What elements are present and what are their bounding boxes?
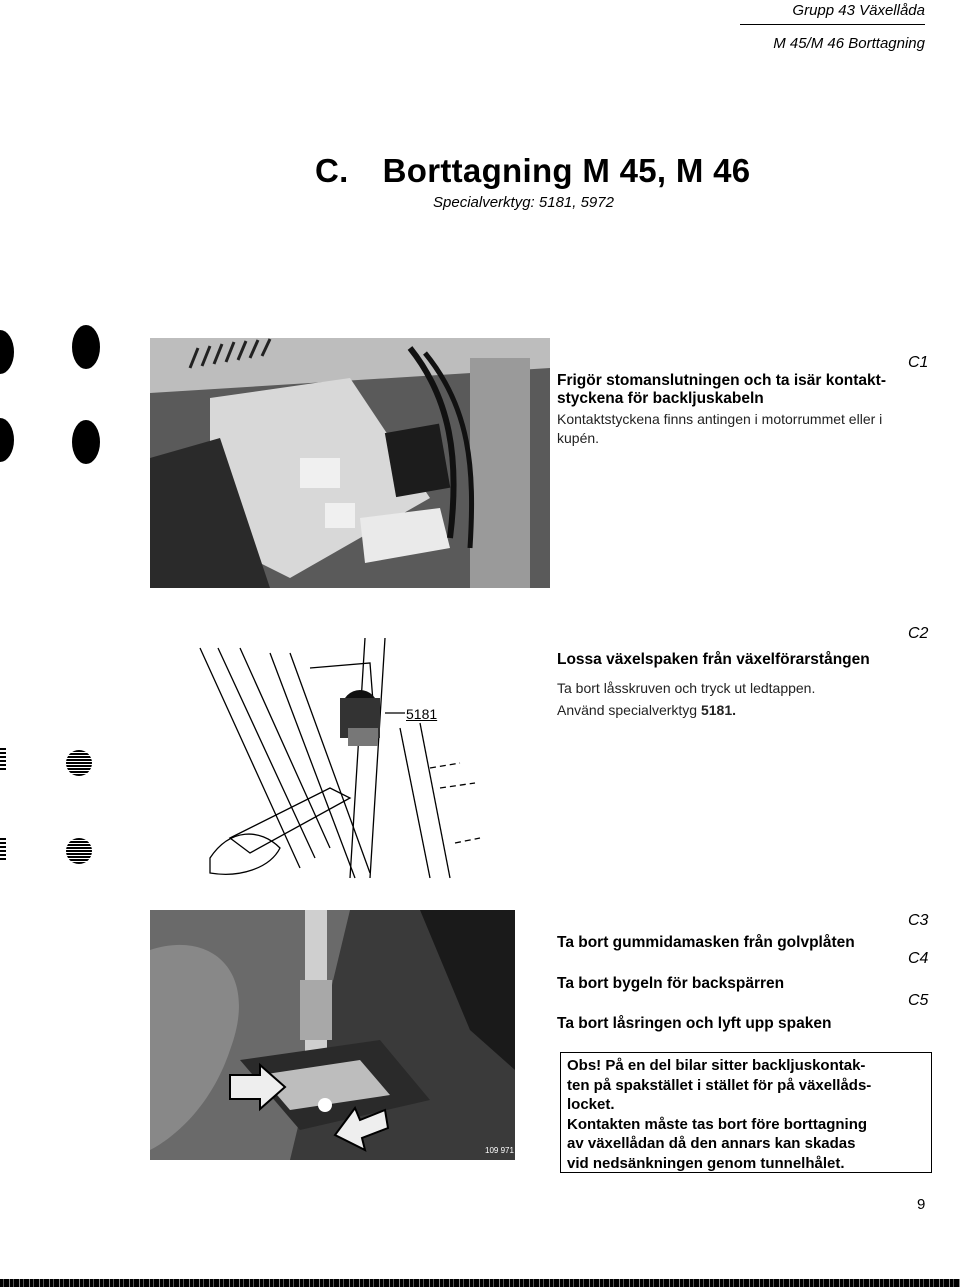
binder-hole <box>66 838 92 864</box>
title-text: Borttagning M 45, M 46 <box>382 152 751 189</box>
binder-hole <box>66 750 92 776</box>
body-line: Kontaktstyckena finns antingen i motorrummet eller i <box>557 411 883 427</box>
tool-label-5181: 5181 <box>406 706 438 722</box>
step-c1-body <box>557 410 882 448</box>
note-line: ten på spakstället i stället för på växellåds- <box>567 1076 872 1094</box>
photo-reference: 109 971 <box>485 1146 514 1155</box>
section-letter: C. <box>315 152 349 189</box>
body-text-prefix: Använd specialverktyg <box>557 702 698 718</box>
step-code-c1: C1 <box>908 354 929 371</box>
note-line: Kontakten måste tas bort före borttagning <box>567 1115 868 1133</box>
scan-edge-artifact <box>0 1279 960 1287</box>
step-c2-heading: Lossa växelspaken från växelförarstången <box>557 651 870 668</box>
body-line <box>557 701 815 720</box>
engine-bay-photo <box>150 338 550 588</box>
step-code-c3: C3 <box>908 912 929 929</box>
gear-lever-photo <box>150 910 515 1160</box>
step-c4-heading: Ta bort bygeln för backspärren <box>557 975 785 992</box>
page-title <box>315 152 750 190</box>
binder-hole <box>0 418 14 462</box>
gear-lever-drawing <box>190 628 490 880</box>
step-c1-heading <box>557 372 886 408</box>
binder-hole <box>0 838 6 862</box>
note-box <box>560 1052 932 1173</box>
note-line: Obs! På en del bilar sitter backljuskontak- <box>567 1057 866 1074</box>
note-line: av växellådan då den annars kan skadas <box>567 1135 856 1152</box>
special-tools: Specialverktyg: 5181, 5972 <box>433 194 614 211</box>
step-c2-body <box>557 679 815 720</box>
page-number: 9 <box>917 1196 926 1213</box>
body-line: kupén. <box>557 430 600 446</box>
step-c5-heading: Ta bort låsringen och lyft upp spaken <box>557 1015 832 1032</box>
binder-hole <box>72 420 100 464</box>
step-code-c2: C2 <box>908 625 929 642</box>
header-divider <box>740 24 925 25</box>
step-code-c5: C5 <box>908 992 929 1009</box>
note-line: vid nedsänkningen genom tunnelhålet. <box>567 1154 845 1172</box>
binder-hole <box>0 748 6 772</box>
header-section: M 45/M 46 Borttagning <box>773 35 925 52</box>
note-line: locket. <box>567 1096 615 1113</box>
header-group: Grupp 43 Växellåda <box>792 2 925 19</box>
step-code-c4: C4 <box>908 950 929 967</box>
heading-line: Frigör stomanslutningen och ta isär kontakt- <box>557 372 886 389</box>
heading-line: styckena för backljuskabeln <box>557 390 764 407</box>
body-line: Ta bort låsskruven och tryck ut ledtappen. <box>557 680 816 696</box>
binder-hole <box>72 325 100 369</box>
tool-number: 5181. <box>700 702 737 718</box>
binder-hole <box>0 330 14 374</box>
step-c3-heading: Ta bort gummidamasken från golvplåten <box>557 934 855 951</box>
